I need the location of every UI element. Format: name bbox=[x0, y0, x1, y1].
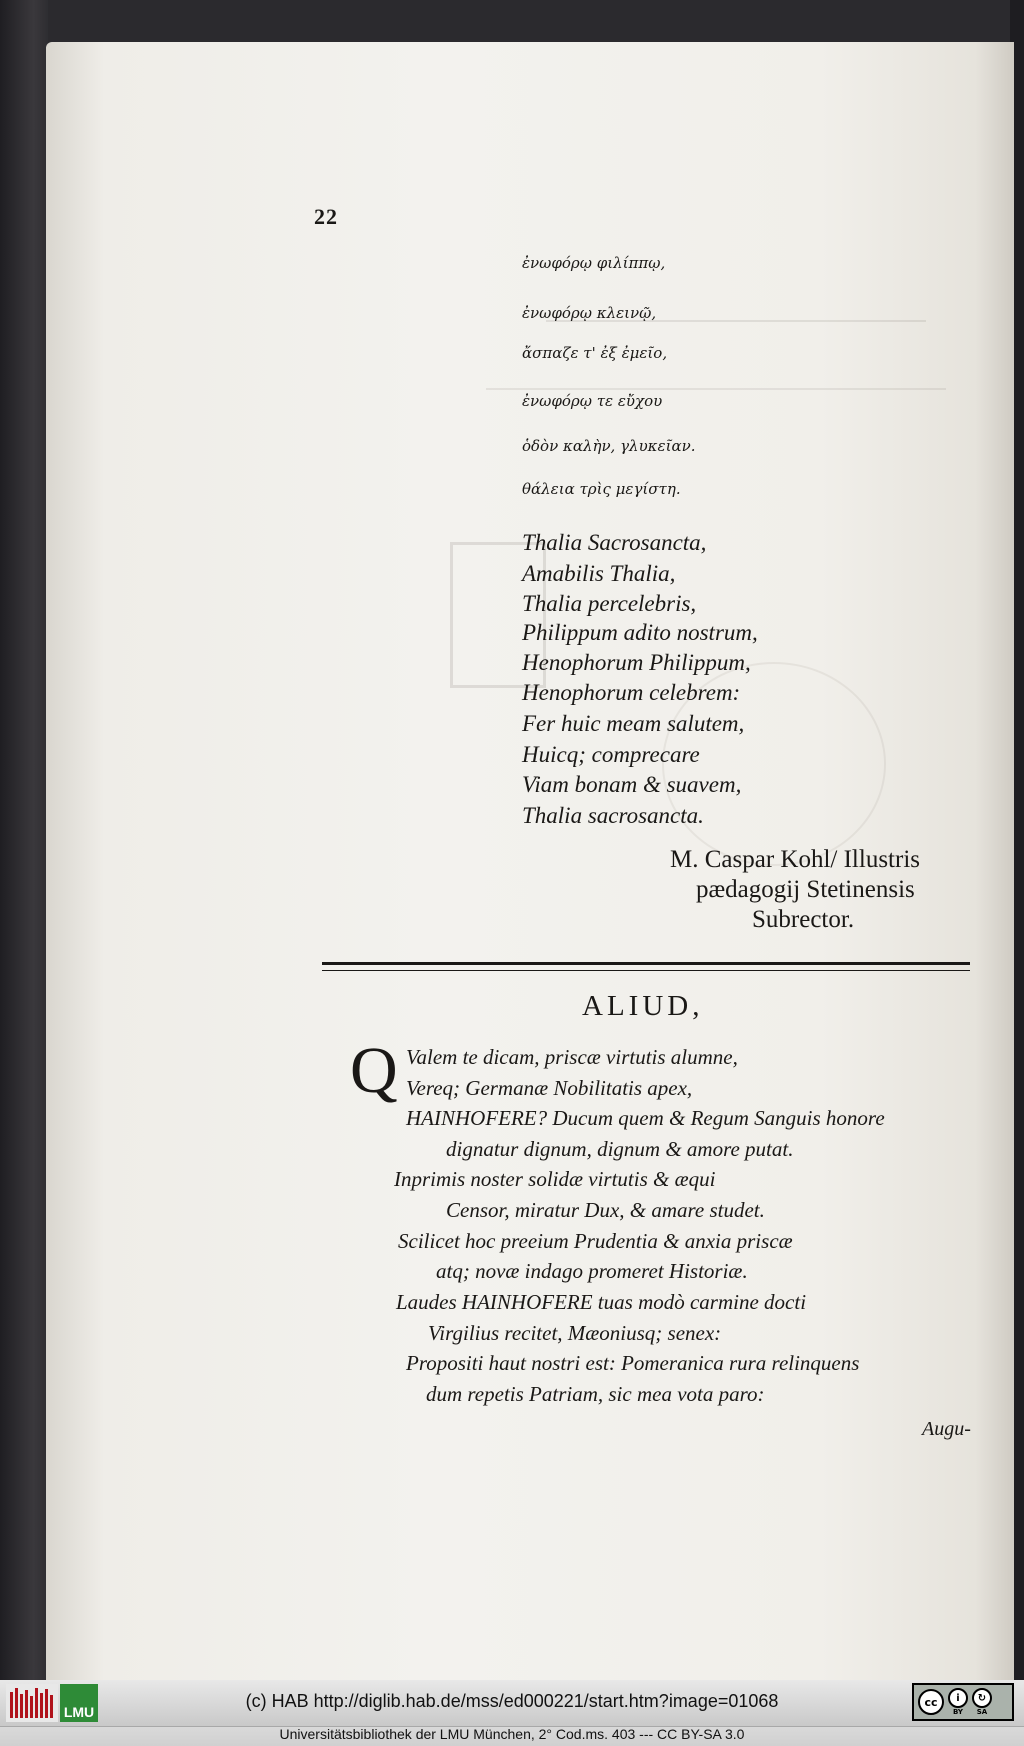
section-heading: ALIUD, bbox=[582, 990, 704, 1022]
greek-line: ὁδὸν καλὴν, γλυκεῖαν. bbox=[522, 437, 696, 455]
signature-line: pædagogij Stetinensis bbox=[696, 876, 915, 903]
poem-line: Laudes HAINHOFERE tuas modò carmine docti bbox=[396, 1290, 807, 1314]
poem-line: Propositi haut nostri est: Pomeranica rura relinquens bbox=[406, 1351, 860, 1375]
latin-line: Fer huic meam salutem, bbox=[522, 711, 745, 736]
scan-frame-left bbox=[0, 0, 48, 1680]
greek-line: ἐνωφόρῳ φιλίππῳ, bbox=[522, 254, 666, 272]
footer-bar bbox=[0, 1680, 1024, 1727]
poem-line: dignatur dignum, dignum & amore putat. bbox=[446, 1137, 794, 1161]
signature-line: Subrector. bbox=[752, 906, 855, 933]
poem-line: Scilicet hoc preeium Prudentia & anxia priscæ bbox=[398, 1229, 793, 1253]
cc-license-badge[interactable] bbox=[912, 1683, 1014, 1721]
latin-line: Thalia Sacrosancta, bbox=[522, 530, 707, 555]
by-label: BY bbox=[952, 1708, 964, 1716]
attribution-icon: i bbox=[948, 1688, 968, 1708]
greek-line: θάλεια τρὶς μεγίστη. bbox=[522, 480, 681, 498]
cc-icon: cc bbox=[918, 1689, 944, 1715]
divider-rule-thick bbox=[322, 962, 970, 965]
signature-line: M. Caspar Kohl/ Illustris bbox=[670, 846, 920, 873]
poem-line: Virgilius recitet, Mæoniusq; senex: bbox=[428, 1321, 722, 1345]
poem-line: Censor, miratur Dux, & amare studet. bbox=[446, 1198, 765, 1222]
greek-line: ἐνωφόρῳ κλεινῷ, bbox=[522, 304, 657, 322]
latin-line: Thalia percelebris, bbox=[522, 591, 697, 616]
folio-number: 22 bbox=[314, 204, 338, 229]
poem-line: Vereq; Germanæ Nobilitatis apex, bbox=[406, 1076, 693, 1100]
lmu-logo: LMU bbox=[60, 1684, 98, 1722]
latin-line: Henophorum celebrem: bbox=[522, 680, 741, 705]
viewer-footer bbox=[0, 1680, 1024, 1746]
share-alike-icon: ↻ bbox=[972, 1688, 992, 1708]
latin-line: Henophorum Philippum, bbox=[522, 650, 751, 675]
latin-line: Viam bonam & suavem, bbox=[522, 772, 742, 797]
footer-credit: (c) HAB http://diglib.hab.de/mss/ed000221/start.htm?image=01068 bbox=[245, 1691, 779, 1711]
sa-block bbox=[972, 1688, 992, 1716]
sa-label: SA bbox=[976, 1708, 988, 1716]
by-block bbox=[948, 1688, 968, 1716]
drop-capital: Q bbox=[350, 1034, 398, 1107]
latin-line: Philippum adito nostrum, bbox=[522, 620, 758, 645]
poem-line: HAINHOFERE? Ducum quem & Regum Sanguis honore bbox=[406, 1106, 885, 1130]
greek-line: ἄσπαζε τ' ἐξ ἐμεῖο, bbox=[522, 344, 668, 362]
footer-source: Universitätsbibliothek der LMU München, 2° Cod.ms. 403 --- CC BY-SA 3.0 bbox=[279, 1726, 745, 1742]
catchword: Augu- bbox=[922, 1418, 971, 1440]
latin-line: Huicq; comprecare bbox=[522, 742, 700, 767]
latin-line: Thalia sacrosancta. bbox=[522, 803, 704, 828]
poem-line: Valem te dicam, priscæ virtutis alumne, bbox=[406, 1045, 738, 1069]
poem-line: Inprimis noster solidæ virtutis & æqui bbox=[394, 1167, 716, 1191]
greek-line: ἐνωφόρῳ τε εὔχου bbox=[522, 392, 663, 410]
latin-line: Amabilis Thalia, bbox=[522, 561, 676, 586]
divider-rule-thin bbox=[322, 970, 970, 971]
poem-line: dum repetis Patriam, sic mea vota paro: bbox=[426, 1382, 765, 1406]
poem-line: atq; novæ indago promeret Historiæ. bbox=[436, 1259, 748, 1283]
